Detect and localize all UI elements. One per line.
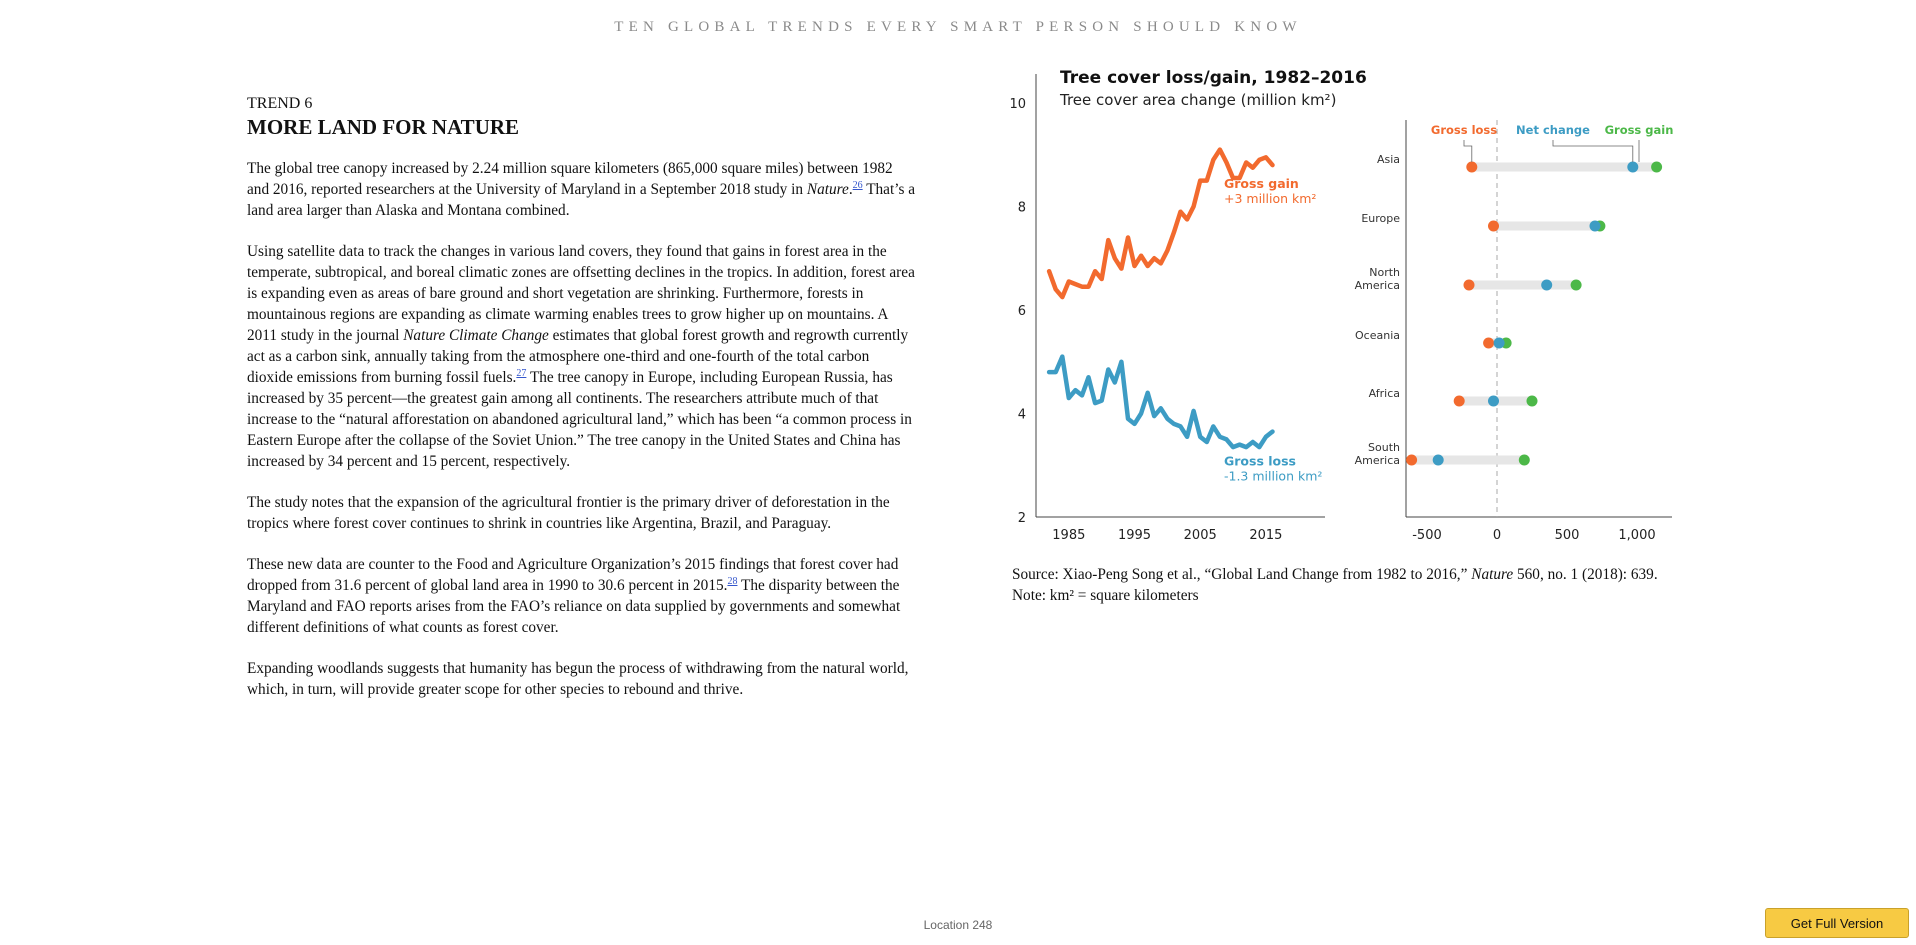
tree-cover-chart (1000, 62, 1680, 543)
dot-gross-loss (1483, 338, 1494, 349)
chart-subtitle: Tree cover area change (million km²) (1060, 91, 1337, 109)
p2-text-c: The tree canopy in Europe, including European Russia, has increased by 35 percent—the greatest gain among all continents. The researchers attribute much of that increase to the “natural afforestation on abandoned agricultural land,” which has been “a common process in Eastern Europe after the collapse of the Soviet Union.” The tree canopy in the United States and China has increased by 34 percent and 15 percent, respectively. (247, 369, 912, 470)
category-label: Africa (1368, 387, 1400, 400)
dot-net-change (1541, 280, 1552, 291)
legend-leader-loss (1464, 140, 1472, 162)
category-label: Asia (1376, 153, 1400, 166)
category-label: America (1354, 454, 1400, 467)
dot-net-change (1494, 338, 1505, 349)
paragraph-4 (247, 554, 917, 638)
legend-entry: Net change (1516, 123, 1590, 137)
dot-gross-loss (1406, 455, 1417, 466)
series-annotation: -1.3 million km² (1224, 468, 1323, 484)
y-tick-label: 2 (1017, 511, 1026, 526)
category-label: North (1369, 266, 1400, 279)
dot-gross-loss (1488, 221, 1499, 232)
category-label: South (1368, 441, 1400, 454)
y-tick-label: 8 (1017, 200, 1026, 216)
y-tick-label: 10 (1009, 97, 1026, 112)
dot-net-change (1627, 162, 1638, 173)
chart-source-note (1012, 564, 1672, 606)
series-label: Gross gain (1224, 176, 1299, 192)
source-text-a: Source: Xiao-Peng Song et al., “Global Land Change from 1982 to 2016,” (1012, 566, 1472, 583)
article-body (247, 94, 917, 720)
dot-gross-gain (1527, 396, 1538, 407)
dot-net-change (1433, 455, 1444, 466)
legend-leader-net (1553, 140, 1633, 162)
dot-gross-loss (1464, 280, 1475, 291)
series-line-gross-gain (1049, 150, 1272, 298)
paragraph-2 (247, 241, 917, 472)
trend-title: MORE LAND FOR NATURE (247, 115, 520, 139)
p1-text-c: That’s a land area larger than Alaska and Montana combined. (247, 181, 916, 219)
series-annotation: +3 million km² (1224, 191, 1317, 207)
legend-entry: Gross loss (1430, 123, 1498, 137)
p2-text-a: Using satellite data to track the changes in various land covers, they found that gains in forest area in the temperate, subtropical, and boreal climatic zones are offsetting declines in the tropics. In addition, forest area is expanding even as areas of bare ground and short vegetation are shrinking. Furthermore, forests in mountainous regions are expanding as climate warming enables trees to grow higher up on mountains. A 2011 study in the journal (247, 243, 915, 344)
y-tick-label: 6 (1017, 304, 1026, 319)
dot-gross-loss (1454, 396, 1465, 407)
p1-text-b: . (848, 181, 853, 198)
series-label: Gross loss (1224, 453, 1296, 469)
p1-text-a: The global tree canopy increased by 2.24 million square kilometers (865,000 square miles) between 1982 and 2016, reported researchers at the University of Maryland in a September 2018 study in (247, 160, 893, 198)
chart-title: Tree cover loss/gain, 1982–2016 (1060, 68, 1367, 88)
x-tick-label: 1985 (1052, 528, 1086, 543)
line-chart (1009, 74, 1325, 543)
legend-entry: Gross gain (1604, 123, 1674, 137)
series-line-gross-loss (1049, 357, 1272, 448)
source-text-b: 560, no. 1 (2018): 639. Note: km² = square kilometers (1012, 566, 1658, 604)
dot-gross-gain (1571, 280, 1582, 291)
dot-gross-loss (1466, 162, 1477, 173)
location-indicator: Location 248 (923, 918, 993, 932)
p2-text-b: estimates that global forest growth and regrowth currently act as a carbon sink, annually taking from the atmosphere one-third and one-fourth of the total carbon dioxide emissions from burning fossil fuels. (247, 327, 909, 386)
p1-italic: Nature (806, 181, 849, 198)
paragraph-1 (247, 158, 917, 221)
x-tick-label: 2015 (1249, 528, 1283, 543)
paragraph-3: The study notes that the expansion of the agricultural frontier is the primary driver of deforestation in the tropics where forest cover continues to shrink in countries like Argentina, Brazil, and Paraguay. (247, 494, 890, 532)
running-title: TEN GLOBAL TRENDS EVERY SMART PERSON SHOULD KNOW (614, 19, 1302, 35)
p2-italic: Nature Climate Change (403, 327, 549, 344)
x-tick-label: 500 (1554, 528, 1580, 543)
footnote-link-28[interactable]: 28 (727, 575, 738, 587)
category-label: America (1354, 279, 1400, 292)
category-label: Oceania (1355, 329, 1400, 342)
paragraph-5: Expanding woodlands suggests that humanity has begun the process of withdrawing from the natural world, which, in turn, will provide greater scope for other species to rebound and thrive. (247, 660, 909, 698)
x-tick-label: 1995 (1117, 528, 1152, 543)
category-label: Europe (1361, 212, 1400, 225)
trend-label: TREND 6 (247, 95, 313, 112)
x-tick-label: 1,000 (1618, 528, 1656, 543)
dot-net-change (1488, 396, 1499, 407)
chart-figure (1000, 62, 1680, 543)
x-tick-label: 2005 (1183, 528, 1217, 543)
source-italic: Nature (1471, 566, 1514, 583)
dot-chart (1355, 120, 1674, 543)
get-full-version-button[interactable]: Get Full Version (1765, 908, 1909, 938)
y-tick-label: 4 (1017, 407, 1026, 423)
dot-net-change (1590, 221, 1601, 232)
dot-gross-gain (1651, 162, 1662, 173)
x-tick-label: -500 (1412, 528, 1442, 543)
dot-gross-gain (1519, 455, 1530, 466)
footnote-link-27[interactable]: 27 (516, 367, 527, 379)
footnote-link-26[interactable]: 26 (852, 179, 863, 191)
p4-text-a: These new data are counter to the Food and Agriculture Organization’s 2015 findings that forest cover had dropped from 31.6 percent of global land area in 1990 to 30.6 percent in 2015. (247, 556, 899, 594)
p4-text-b: The disparity between the Maryland and FAO reports arises from the FAO’s reliance on data supplied by governments and somewhat different definitions of what counts as forest cover. (247, 577, 901, 636)
x-tick-label: 0 (1492, 528, 1502, 543)
